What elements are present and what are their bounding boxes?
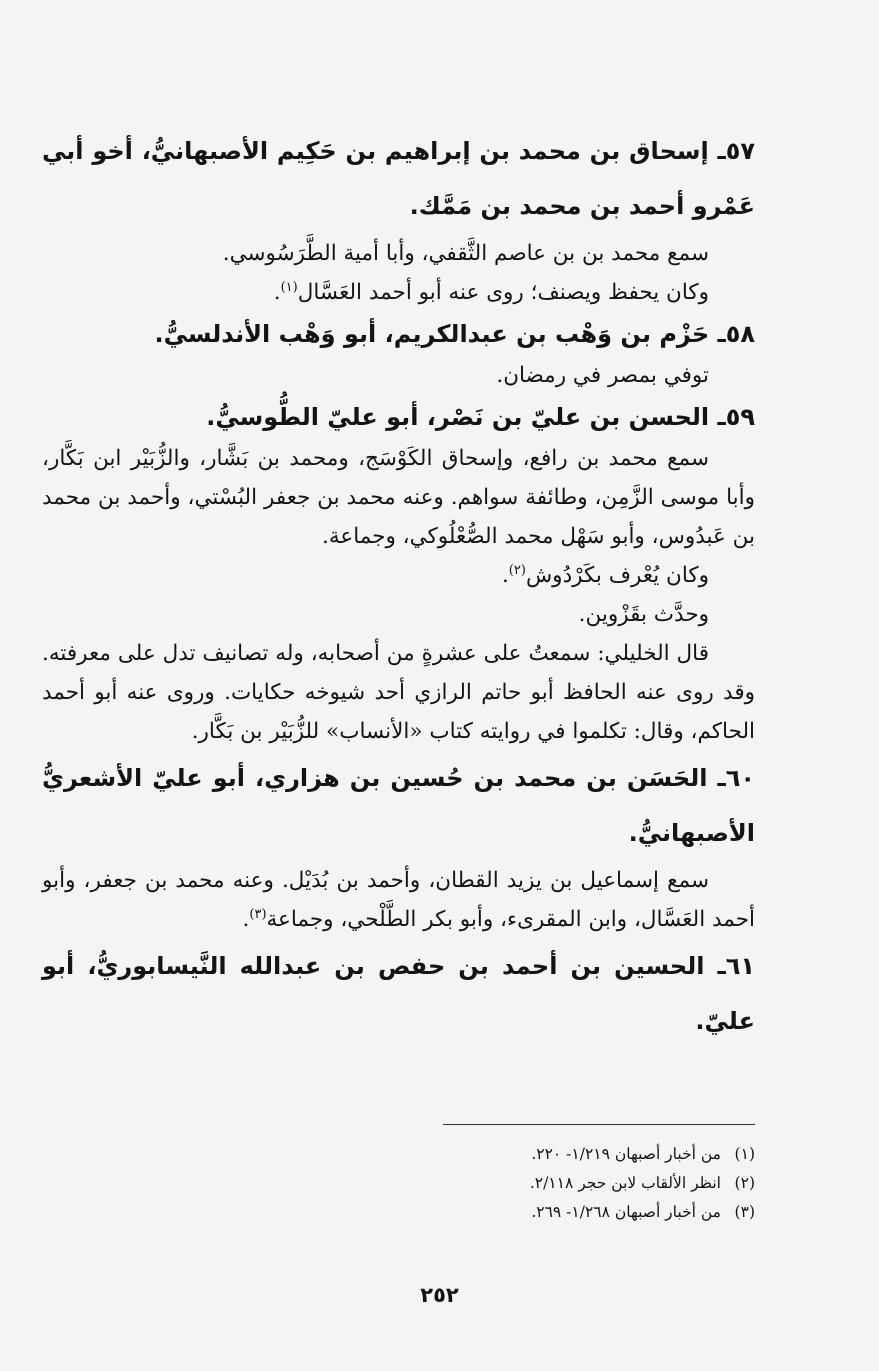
footnote-number: (٣) <box>734 1203 755 1221</box>
footnotes <box>155 1140 755 1227</box>
entry-heading-60: ٦٠ـ الحَسَن بن محمد بن حُسين بن هزاري، أبو عليّ الأشعريُّ الأصبهانيُّ. <box>42 764 755 847</box>
entry-58-para-1: توفي بمصر في رمضان. <box>496 363 709 388</box>
footnote-3 <box>155 1198 755 1227</box>
main-text <box>42 124 755 1049</box>
footnote-text: من أخبار أصبهان ١/٢١٩- ٢٢٠. <box>531 1145 721 1163</box>
entry-heading-57: ٥٧ـ إسحاق بن محمد بن إبراهيم بن حَكِيم الأصبهانيُّ، أخو أبي عَمْرو أحمد بن محمد بن مَمَّك. <box>42 137 755 220</box>
footnote-number: (٢) <box>734 1174 755 1192</box>
entry-57-para-2: وكان يحفظ ويصنف؛ روى عنه أبو أحمد العَسَّال$^{(١)}$. <box>273 279 709 305</box>
entry-59-para-4: قال الخليلي: سمعتُ على عشرةٍ من أصحابه، وله تصانيف تدل على معرفته. وقد روى عنه الحافظ أبو حاتم الرازي أحد شيوخه حكايات. وروى عنه أبو أحمد الحاكم، وقال: تكلموا في روايته كتاب «الأنساب» للزُّبَيْر بن بَكَّار. <box>42 641 755 744</box>
entry-heading-61: ٦١ـ الحسين بن أحمد بن حفص بن عبدالله النَّيسابوريُّ، أبو عليّ. <box>42 952 755 1035</box>
entry-59-para-3: وحدَّث بقَزْوين. <box>578 602 709 627</box>
footnote-ref-3: (٣) <box>249 906 267 922</box>
entry-heading-58: ٥٨ـ حَزْم بن وَهْب بن عبدالكريم، أبو وَهْب الأندلسيُّ. <box>154 320 755 348</box>
footnote-2 <box>155 1169 755 1198</box>
footnote-ref-1: (١) <box>280 279 298 295</box>
entry-60-para-1: سمع إسماعيل بن يزيد القطان، وأحمد بن بُدَيْل. وعنه محمد بن جعفر، وأبو أحمد العَسَّال، وابن المقرىء، وأبو بكر الطَّلْحي، وجماعة$^{(٣)}$. <box>42 868 755 932</box>
entry-59-para-2: وكان يُعْرف بكَرْدُوش$^{(٢)}$. <box>501 562 709 588</box>
entry-57-para-1: سمع محمد بن بن عاصم الثَّقفي، وأبا أمية الطَّرَسُوسي. <box>222 241 709 266</box>
footnote-1 <box>155 1140 755 1169</box>
entry-59-para-1: سمع محمد بن رافع، وإسحاق الكَوْسَج، ومحمد بن بَشَّار، والزُّبَيْر ابن بَكَّار، وأبا موسى الزَّمِن، وطائفة سواهم. وعنه محمد بن جعفر البُسْتي، وأحمد بن محمد بن عَبدُوس، وأبو سَهْل محمد الصُّعْلُوكي، وجماعة. <box>42 446 755 549</box>
footnote-text: من أخبار أصبهان ١/٢٦٨- ٢٦٩. <box>531 1203 721 1221</box>
footnote-text: انظر الألقاب لابن حجر ٢/١١٨. <box>529 1174 721 1192</box>
page-number: ٢٥٢ <box>420 1283 459 1307</box>
footnote-divider <box>443 1124 755 1125</box>
footnote-number: (١) <box>734 1145 755 1163</box>
footnote-ref-2: (٢) <box>508 562 526 578</box>
entry-heading-59: ٥٩ـ الحسن بن عليّ بن نَصْر، أبو عليّ الطُّوسيُّ. <box>206 403 755 431</box>
